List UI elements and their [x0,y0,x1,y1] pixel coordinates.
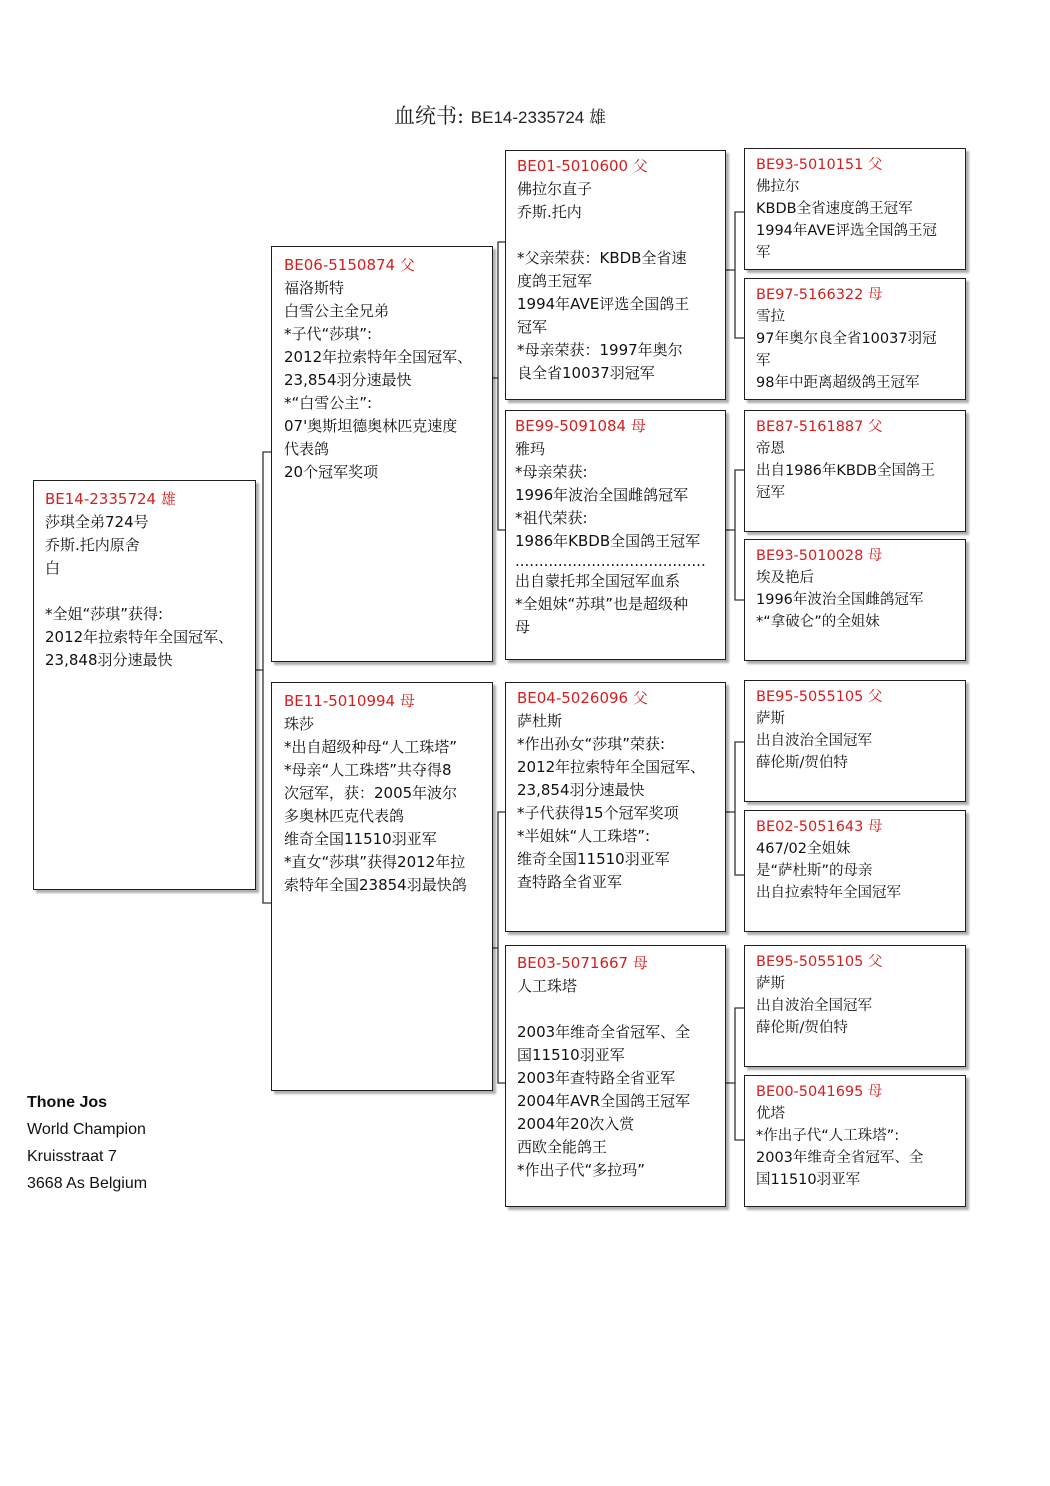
info-line: 98年中距离超级鸽王冠军 [756,375,920,391]
granddam-sire-side-box [505,410,726,660]
great-grandparent-box [744,410,966,532]
info-line: 优塔 [756,1106,785,1122]
info-line: 索特年全国23854羽最快鸽 [284,876,467,894]
info-line: 2003年查特路全省亚军 [517,1069,676,1087]
info-line: 维奇全国11510羽亚军 [517,850,670,868]
info-line: 冠军 [756,485,785,501]
info-line: *全姐“莎琪”获得: [45,605,164,623]
info-line: *直女“莎琪”获得2012年拉 [284,853,466,871]
great-grandparent-box [744,539,966,661]
info-line: 多奥林匹克代表鸽 [284,807,405,825]
info-line: *作出子代“多拉玛” [517,1161,646,1179]
great-grandparent-box [744,945,966,1067]
owner-info [27,1089,147,1197]
page-title [0,100,1000,130]
info-line: 萨斯 [756,711,785,727]
info-line: *作出孙女“莎琪”荣获: [517,735,666,753]
info-line: 帝恩 [756,441,785,457]
info-line [517,998,719,1021]
info-line: 军 [756,245,771,261]
info-line: 薛伦斯/贺伯特 [756,755,848,771]
info-line: 07'奥斯坦德奥林匹克速度 [284,417,458,435]
info-line: 出自蒙托邦全国冠军血系 [515,572,681,590]
info-line: 雅玛 [515,440,546,458]
info-line: 福洛斯特 [284,279,345,297]
ring-number: BE97-5166322 母 [756,287,883,303]
info-line: 2012年拉索特年全国冠军、 [284,348,473,366]
info-line: 出自1986年KBDB全国鸽王 [756,463,935,479]
info-line: 23,854羽分速最快 [284,371,412,389]
ring-number: BE00-5041695 母 [756,1084,883,1100]
info-line: 萨杜斯 [517,712,563,730]
ring-number: BE04-5026096 父 [517,689,648,707]
ring-number: BE01-5010600 父 [517,157,648,175]
info-line: *“白雪公主”: [284,394,373,412]
info-line: 2012年拉索特年全国冠军、 [517,758,706,776]
ring-number: BE06-5150874 父 [284,256,415,274]
ring-number: BE93-5010151 父 [756,157,883,173]
info-line: 2003年维奇全省冠军、全 [756,1150,924,1166]
info-line: 467/02全姐妹 [756,841,851,857]
info-line: 次冠军，获：2005年波尔 [284,784,458,802]
info-line: 1996年波治全国雌鸽冠军 [515,486,689,504]
info-line: 白雪公主全兄弟 [284,302,390,320]
info-line: *祖代荣获: [515,509,588,527]
info-line: 国11510羽亚军 [517,1046,625,1064]
info-line: 埃及艳后 [756,570,814,586]
info-line: 良全省10037羽冠军 [517,364,655,382]
info-line: *全姐妹“苏琪”也是超级种 [515,595,689,613]
subject-box [33,480,256,890]
info-line: KBDB全省速度鸽王冠军 [756,201,913,217]
owner-name: Thone Jos [27,1094,108,1111]
dam-box [271,682,493,1091]
great-grandparent-box [744,278,966,400]
info-line: 1994年AVE评选全国鸽王 [517,295,690,313]
great-grandparent-box [744,1075,966,1207]
info-line: 萨斯 [756,976,785,992]
grandsire-dam-side-box [505,682,726,932]
great-grandparent-box [744,810,966,932]
ring-number: BE11-5010994 母 [284,692,415,710]
info-line: 2004年20次入赏 [517,1115,635,1133]
info-line: *半姐妹“人工珠塔”: [517,827,651,845]
info-line: 佛拉尔直子 [517,180,593,198]
info-line: 度鸽王冠军 [517,272,593,290]
info-line: 20个冠军奖项 [284,463,379,481]
great-grandparent-box [744,148,966,270]
info-line [45,580,249,603]
info-line: 23,848羽分速最快 [45,651,173,669]
info-line: 母 [515,618,531,636]
sire-box [271,246,493,662]
title-ring-number: BE14-2335724 雄 [470,108,606,127]
ring-number: BE99-5091084 母 [515,417,646,435]
info-line: 白 [45,559,61,577]
info-line: *母亲荣获: [515,463,588,481]
info-line: 2004年AVR全国鸽王冠军 [517,1092,691,1110]
info-line: 人工珠塔 [517,977,578,995]
info-line: 乔斯.托内 [517,203,582,221]
info-line: *出自超级种母“人工珠塔” [284,738,458,756]
info-line: 乔斯.托内原舍 [45,536,140,554]
ring-number: BE95-5055105 父 [756,689,883,705]
info-line: 2012年拉索特年全国冠军、 [45,628,234,646]
info-line: 维奇全国11510羽亚军 [284,830,437,848]
info-line: 代表鸽 [284,440,330,458]
info-line: 23,854羽分速最快 [517,781,645,799]
info-line [517,224,719,247]
ring-number: BE93-5010028 母 [756,548,883,564]
info-line: 军 [756,353,771,369]
info-line: 1986年KBDB全国鸽王冠军 [515,532,701,550]
info-line: 出自波治全国冠军 [756,733,872,749]
info-line: *作出子代“人工珠塔”: [756,1128,900,1144]
info-line: ........................................ [515,553,706,570]
info-line: 出自拉索特年全国冠军 [756,885,901,901]
ring-number: BE14-2335724 雄 [45,490,176,508]
info-line: 国11510羽亚军 [756,1172,861,1188]
info-line: 是“萨杜斯”的母亲 [756,863,873,879]
info-line: 佛拉尔 [756,179,800,195]
info-line: *父亲荣获：KBDB全省速 [517,249,687,267]
info-line: 雪拉 [756,309,785,325]
ring-number: BE02-5051643 母 [756,819,883,835]
title-label: 血统书: [394,104,465,128]
ring-number: BE03-5071667 母 [517,954,648,972]
grandsire-sire-side-box [505,150,726,400]
info-line: 莎琪全弟724号 [45,513,149,531]
info-line: 97年奥尔良全省10037羽冠 [756,331,937,347]
owner-title: World Champion [27,1121,146,1138]
owner-city: 3668 As Belgium [27,1175,148,1192]
granddam-dam-side-box [505,945,726,1207]
info-line: *母亲“人工珠塔”共夺得8 [284,761,452,779]
info-line: 出自波治全国冠军 [756,998,872,1014]
info-line: 珠莎 [284,715,315,733]
owner-street: Kruisstraat 7 [27,1148,117,1165]
info-line: *子代“莎琪”: [284,325,373,343]
info-line: 查特路全省亚军 [517,873,623,891]
info-line: 1996年波治全国雌鸽冠军 [756,592,924,608]
info-line: *母亲荣获：1997年奥尔 [517,341,683,359]
info-line: 西欧全能鸽王 [517,1138,608,1156]
info-line: 2003年维奇全省冠军、全 [517,1023,691,1041]
info-line: 1994年AVE评选全国鸽王冠 [756,223,937,239]
great-grandparent-box [744,680,966,802]
info-line: *子代获得15个冠军奖项 [517,804,679,822]
ring-number: BE95-5055105 父 [756,954,883,970]
info-line: 冠军 [517,318,548,336]
info-line: 薛伦斯/贺伯特 [756,1020,848,1036]
ring-number: BE87-5161887 父 [756,419,883,435]
info-line: *“拿破仑”的全姐妹 [756,614,880,630]
